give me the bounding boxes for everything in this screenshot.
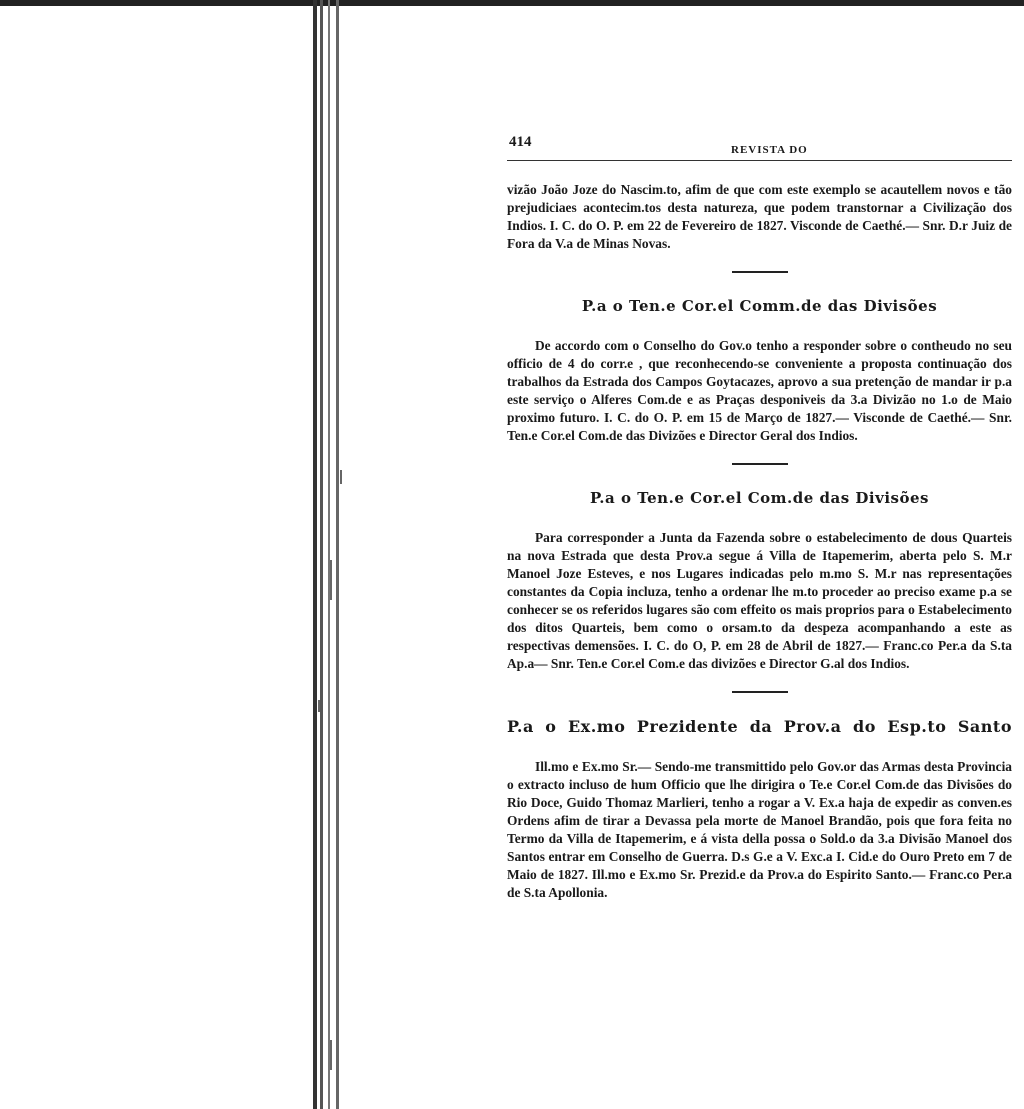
book-gutter-shadow xyxy=(336,0,339,1109)
section-divider xyxy=(732,691,788,693)
page-number: 414 xyxy=(509,134,532,150)
page-header xyxy=(507,130,1012,161)
document-page xyxy=(507,130,1012,1090)
section-heading: P.a o Ten.e Cor.el Com.de das Divisões xyxy=(590,489,929,507)
section-body: De accordo com o Conselho do Gov.o tenho a responder sobre o contheudo no seu officio de 4 do corr.e , que reconhecendo-se conveniente a proposta continuação dos trabalhos da Estrada dos Campos Goytacazes, aprovo a sua pretenção de mandar ir p.a este serviço o Alferes Com.de e as Praças desponiveis da 3.a Divizão no 1.o de Maio proximo futuro. I. C. do O. P. em 15 de Março de 1827.— Visconde de Caethé.— Snr. Ten.e Cor.el Com.de das Divizões e Director Geral dos Indios. xyxy=(507,338,1012,443)
section-heading: P.a o Ten.e Cor.el Comm.de das Divisões xyxy=(581,297,938,315)
section-divider xyxy=(732,271,788,273)
section-heading: P.a o Ex.mo Prezidente da Prov.a do Esp.to Santo xyxy=(507,717,1012,736)
scan-top-edge xyxy=(0,0,1024,6)
book-gutter-shadow xyxy=(320,0,323,1109)
scan-speck xyxy=(330,1040,332,1070)
running-title: REVISTA DO xyxy=(731,144,808,156)
intro-paragraph: vizão João Joze do Nascim.to, afim de que com este exemplo se acautellem novos e tão prejudiciaes acontecim.tos desta natureza, que podem transtornar a Civilização dos Indios. I. C. do O. P. em 22 de Fevereiro de 1827. Visconde de Caethé.— Snr. D.r Juiz de Fora da V.a de Minas Novas. xyxy=(507,182,1012,251)
book-gutter-shadow xyxy=(328,0,330,1109)
section-divider xyxy=(732,463,788,465)
section-body: Ill.mo e Ex.mo Sr.— Sendo-me transmittido pelo Gov.or das Armas desta Provincia o extracto incluso de hum Officio que lhe dirigira o Te.e Cor.el Com.de das Divisões do Rio Doce, Guido Thomaz Marlieri, tenho a rogar a V. Ex.a haja de expedir as conven.es Ordens afim de tirar a Devassa pela morte de Manoel Brandão, pois que fora feita no Termo da Villa de Itapemerim, e á vista della possa o Sold.o da 3.a Divisão Manoel dos Santos entrar em Conselho de Guerra. D.s G.e a V. Exc.a I. Cid.e do Ouro Preto em 7 de Maio de 1827. Ill.mo e Ex.mo Sr. Prezid.e da Prov.a do Espirito Santo.— Franc.co Per.a de S.ta Apollonia. xyxy=(507,759,1012,900)
section-body: Para corresponder a Junta da Fazenda sobre o estabelecimento de dous Quarteis na nova Estrada que desta Prov.a segue á Villa de Itapemerim, aberta pelo S. M.r Manoel Joze Esteves, e nos Lugares indicadas pelo m.mo S. M.r nas representações constantes da Copia incluza, tenho a ordenar lhe m.to proceder ao preciso exame p.a se conhecer se os referidos lugares são com effeito os mais proprios para o Estabelecimento dos ditos Quarteis, bem como o orsam.to da despeza acompanhando a este as respectivas demensões. I. C. do O, P. em 28 de Abril de 1827.— Franc.co Per.a da S.ta Ap.a— Snr. Ten.e Cor.el Com.e das divizões e Director G.al dos Indios. xyxy=(507,530,1012,671)
scan-speck xyxy=(330,560,332,600)
scan-speck xyxy=(318,700,320,712)
book-gutter-shadow xyxy=(313,0,317,1109)
scan-speck xyxy=(340,470,342,484)
